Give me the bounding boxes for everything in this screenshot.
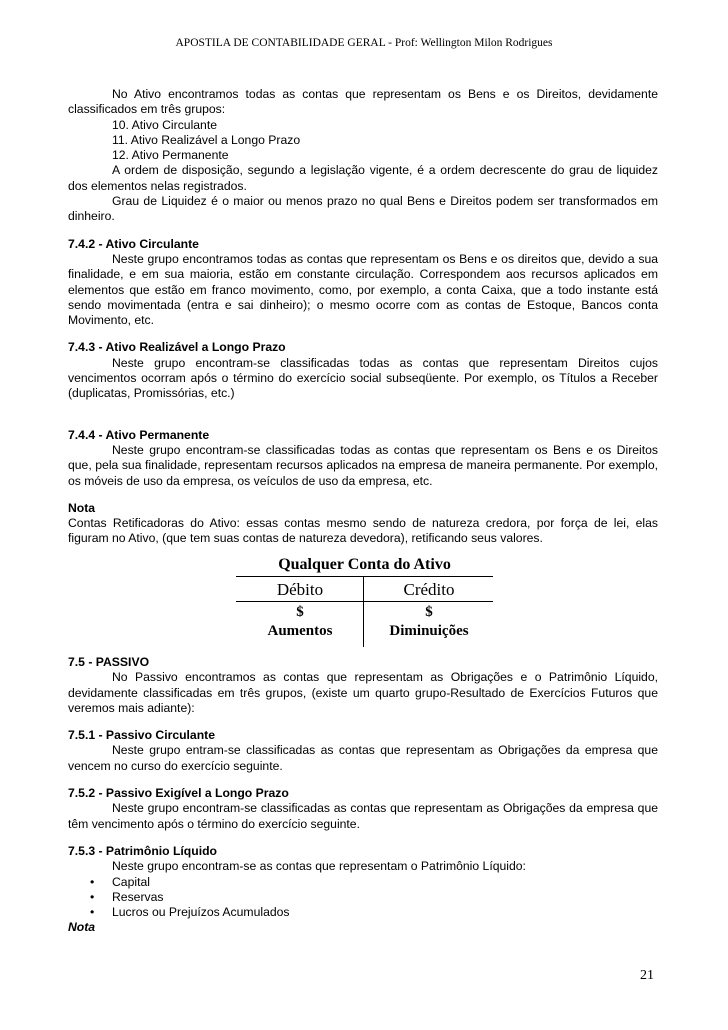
group-item: 12. Ativo Permanente xyxy=(112,148,229,163)
section-text-75: No Passivo encontramos as contas que representam as Obrigações e o Patrimônio Líquido, devidamente classificadas em três grupos, (existe um quarto grupo-Resultado de Exercícios Futuros que veremos mais adiante): xyxy=(68,670,658,715)
debit-effect: Aumentos xyxy=(267,623,333,639)
intro-paragraph: No Ativo encontramos todas as contas que representam os Bens e os Direitos, devidamente classificados em três grupos: xyxy=(68,87,658,117)
list-item: • Reservas xyxy=(90,889,164,904)
bullet-icon: • xyxy=(90,905,95,920)
group-item: 11. Ativo Realizável a Longo Prazo xyxy=(112,132,301,147)
t-account-divider xyxy=(363,577,364,647)
section-heading-752: 7.5.2 - Passivo Exigível a Longo Prazo xyxy=(68,786,289,801)
credit-symbol: $ xyxy=(425,604,433,620)
page-body xyxy=(68,87,658,547)
section-heading-743: 7.4.3 - Ativo Realizável a Longo Prazo xyxy=(68,340,286,355)
closing-note-heading: Nota xyxy=(68,920,96,935)
section-heading-742: 7.4.2 - Ativo Circulante xyxy=(68,236,199,251)
page-header: APOSTILA DE CONTABILIDADE GERAL - Prof: Wellington Milon Rodrigues xyxy=(175,37,553,49)
group-item: 10. Ativo Circulante xyxy=(112,117,218,132)
bullet-icon: • xyxy=(90,889,95,904)
debit-symbol: $ xyxy=(296,604,304,620)
section-text-753: Neste grupo encontram-se as contas que representam o Patrimônio Líquido: xyxy=(112,859,526,874)
section-heading-753: 7.5.3 - Patrimônio Líquido xyxy=(68,843,217,858)
section-text-751: Neste grupo entram-se classificadas as contas que representam as Obrigações da empresa que vencem no curso do exercício seguinte. xyxy=(68,743,658,773)
equity-list xyxy=(68,875,658,921)
section-heading-75: 7.5 - PASSIVO xyxy=(68,655,150,669)
note-text: Contas Retificadoras do Ativo: essas contas mesmo sendo de natureza credora, por força de lei, elas figuram no Ativo, (que tem suas contas de natureza devedora), retificando seus valores. xyxy=(68,516,658,546)
passivo-body xyxy=(68,655,658,936)
page-number: 21 xyxy=(640,968,654,983)
t-account-title: Qualquer Conta do Ativo xyxy=(278,556,451,573)
section-text-744: Neste grupo encontram-se classificadas todas as contas que representam os Bens e os Direitos que, pela sua finalidade, representam recursos aplicados na empresa de maneira permanente. Por exemplo, os móveis de uso da empresa, os veículos de uso da empresa, etc. xyxy=(68,442,658,488)
credit-label: Crédito xyxy=(403,580,455,599)
list-item: • Lucros ou Prejuízos Acumulados xyxy=(90,905,290,920)
section-heading-751: 7.5.1 - Passivo Circulante xyxy=(68,728,215,743)
section-text-752: Neste grupo encontram-se classificadas as contas que representam as Obrigações da empresa que têm vencimento após o término do exercício seguinte. xyxy=(68,801,658,831)
t-account-header-line xyxy=(236,601,493,602)
order-paragraph: A ordem de disposição, segundo a legislação vigente, é a ordem decrescente do grau de liquidez dos elementos nelas registrados. xyxy=(68,163,658,193)
section-heading-744: 7.4.4 - Ativo Permanente xyxy=(68,427,210,442)
t-account-top-line xyxy=(236,576,493,577)
section-text-743: Neste grupo encontram-se classificadas todas as contas que representam Direitos cujos vencimentos ocorram após o término do exercício social subseqüente. Por exemplo, os Títulos a Receber (duplicatas, Promissórias, etc.) xyxy=(68,355,658,401)
debit-label: Débito xyxy=(276,580,324,599)
section-text-742: Neste grupo encontramos todas as contas que representam os Bens e os direitos que, devido a sua finalidade, e em sua maioria, estão em constante circulação. Correspondem aos recursos aplicados em elementos que estão em franco movimento, como, por exemplo, a conta Caixa, que a todo instante está sendo movimentada (entra e sai dinheiro); o mesmo ocorre com as contas de Estoque, Bancos conta Movimento, etc. xyxy=(68,251,658,328)
credit-effect: Diminuições xyxy=(389,623,469,639)
list-item: • Capital xyxy=(90,874,150,889)
note-heading: Nota xyxy=(68,500,96,515)
liquidity-paragraph: Grau de Liquidez é o maior ou menos prazo no qual Bens e Direitos podem ser transformados em dinheiro. xyxy=(68,194,658,224)
bullet-icon: • xyxy=(90,874,95,889)
t-account-diagram xyxy=(236,556,493,646)
